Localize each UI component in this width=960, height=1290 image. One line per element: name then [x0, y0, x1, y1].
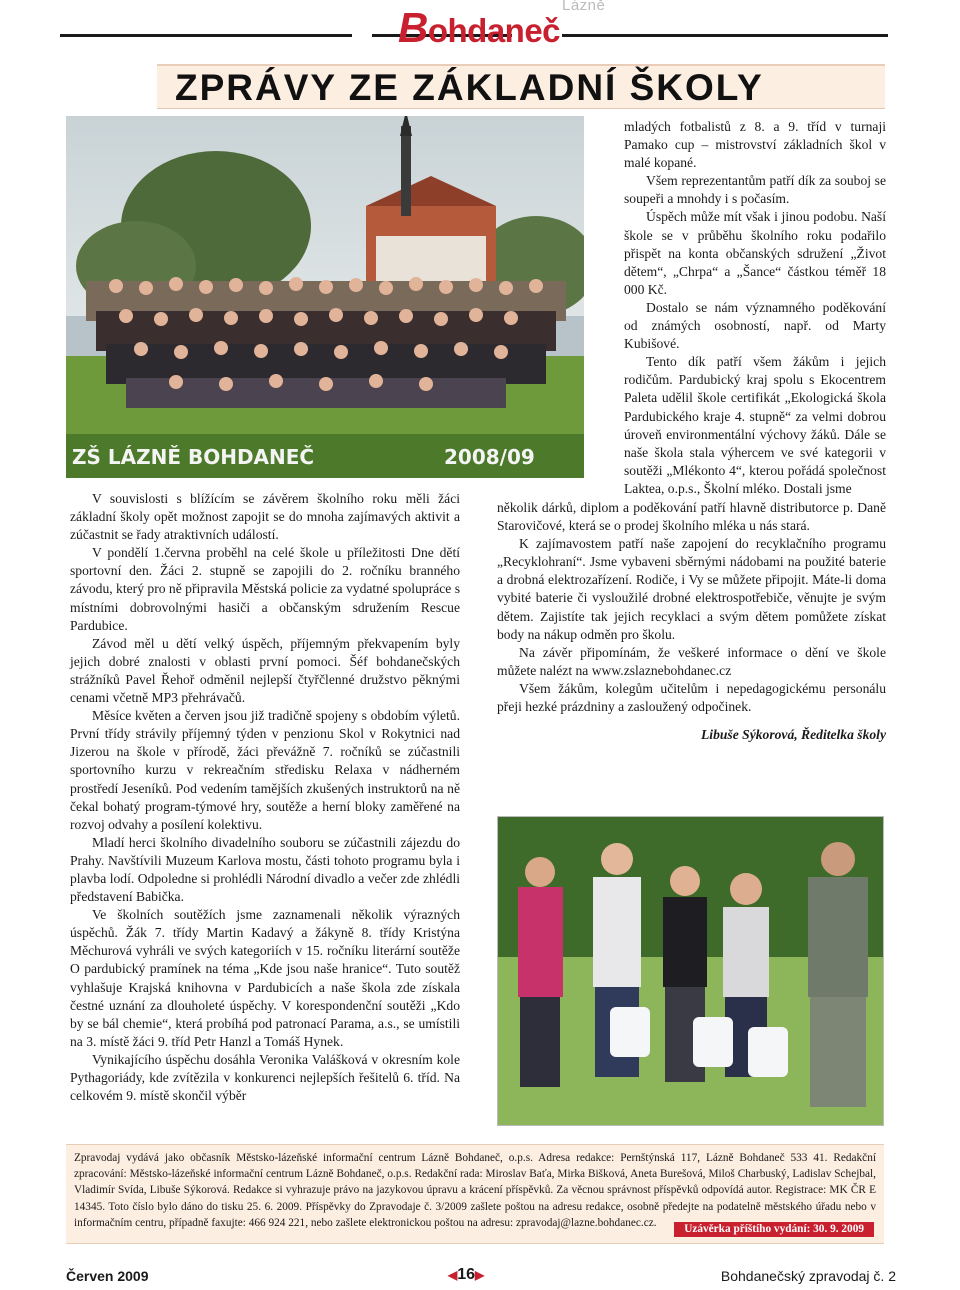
deadline-badge: Uzávěrka příštího vydání: 30. 9. 2009 — [674, 1222, 874, 1237]
footer-date: Červen 2009 — [66, 1268, 149, 1284]
title-bar — [157, 64, 885, 108]
arrow-right-icon: ▶ — [475, 1268, 485, 1282]
page-number-value: 16 — [457, 1266, 476, 1283]
article-left-column — [70, 490, 460, 1105]
page-footer — [66, 1268, 896, 1286]
article-paragraph: Měsíce květen a červen jsou již tradičně spojeny s obdobím výletů. První třídy strávily příjemný týden v penzionu Skol v Rokytnici nad Jizerou na škole v přírodě, žáci převážně 7. ročníků se zúčastnili sportovního kurzu v rekreačním středisku Relaxa v nádherném prostředí Jeseníků. Pod vedením tamějších zkušených instruktorů na ně čekal bohatý program-týmové hry, soutěže a herní bloky zaměřené na rozvoj odvahy a posílení kolektivu. — [70, 708, 460, 832]
class-photo-art — [66, 116, 584, 478]
article-right-bottom-column — [497, 499, 886, 744]
article-paragraph: Závod měl u dětí velký úspěch, příjemným překvapením byly jejich dobré znalosti v oblasti první pomoci. Šéf bohdanečských strážníků Pavel Řehoř odměnil nejlepší čtyřčlenné družstvo pěknými cenami včetně MP3 přehrávačů. — [70, 635, 460, 706]
students-photo-art — [498, 817, 884, 1126]
arrow-left-icon: ◀ — [448, 1268, 458, 1282]
photo-caption-left: ZŠ LÁZNĚ BOHDANEČ — [72, 445, 315, 469]
header-rule-left — [60, 34, 352, 37]
article-paragraph: mladých fotbalistů z 8. a 9. tříd v turnaji Pamako cup – mistrovství základních škol v malé kopané. — [624, 119, 886, 171]
page-title: ZPRÁVY ZE ZÁKLADNÍ ŠKOLY — [175, 67, 764, 108]
article-paragraph: K zajímavostem patří naše zapojení do recyklačního programu „Recyklohraní“. Jsme vybaveni sběrnými nádobami na použité baterie a drobná elektrozařízení. Rodiče, i Vy se můžete připojit. Máte-li doma vybité baterie či vysloužilé drobné elektrospotřebiče, věnujte je svým dětem. Zajistíte tak jejich recyklaci a svým dětem pomůžete získat body na nákup odměn pro školu. — [497, 536, 886, 642]
article-paragraph: V souvislosti s blížícím se závěrem školního roku měli žáci základní školy opět možnost zapojit se do mnoha zajímavých aktivit a zúčastnit se řady atraktivních událostí. — [70, 491, 460, 543]
article-paragraph: Úspěch může mít však i jinou podobu. Naší škole se v průběhu školního roku podařilo přispět na konta občanských sdružení „Život dětem“, „Chrpa“ a „Šance“ částkou téměř 18 000 Kč. — [624, 209, 886, 297]
header-rule-right — [562, 34, 888, 37]
article-paragraph: Dostalo se nám významného poděkování od známých osobností, např. od Marty Kubišové. — [624, 299, 886, 352]
students-photo — [497, 816, 884, 1126]
signature: Libuše Sýkorová, Ředitelka školy — [700, 727, 886, 743]
article-paragraph: Ve školních soutěžích jsme zaznamenali několik výrazných úspěchů. Žák 7. třídy Martin Kadavý a žákyně 8. třídy Kristýna Měchurová vyhráli ve svých kategoriích v 15. ročníku literární soutěže O pardubický pramínek na téma „Kde jsou naše hranice“. Tuto soutěž vyhlašuje Krajská knihovna v Pardubicích a naše škola zde získala čestné uznání za dlouholeté úspěchy. V korespondenční soutěži „Kdo by se bál chemie“, která probíhá pod patronací Parama, a.s., se umístili na 3. místě žáci 9. tříd Petr Hanzl a Tomáš Hynek. — [70, 907, 460, 1049]
article-paragraph: několik dárků, diplom a poděkování patří hlavně distributorce p. Daně Starovičové, která se o prodej školního mléka u nás stará. — [497, 500, 886, 534]
article-paragraph: V pondělí 1.června proběhl na celé škole u příležitosti Dne dětí sportovní den. Žáci 2. stupně se zapojili do 2. ročníku branného závodu, který pro ně připravila Městská policie za vydatné spolupráce s místními dobrovolnými hasiči a občanským sdružením Rescue Pardubice. — [70, 545, 460, 633]
logo-lazne: Lázně — [562, 0, 606, 14]
article-paragraph: Všem reprezentantům patří dík za souboj se soupeři a mnohdy i s počasím. — [624, 173, 886, 207]
title-underline — [157, 108, 885, 109]
article-paragraph: Vynikajícího úspěchu dosáhla Veronika Valášková v okresním kole Pythagoriády, kde zvítězila v konkurenci nejlepších řešitelů 6. tříd. Na celkovém 9. místě skončil výběr — [70, 1051, 460, 1104]
footer-publication: Bohdanečský zpravodaj č. 2 — [720, 1268, 896, 1284]
logo-rest: ohdaneč — [427, 12, 561, 49]
article-paragraph: Mladí herci školního divadelního souboru se zúčastnili zájezdu do Prahy. Navštívili Muzeum Karlova mostu, části tohoto programu byla i plavba lodí. Odpoledne si prohlédli Národní divadlo a večer zde zhlédli představení Babička. — [70, 834, 460, 905]
article-paragraph: Tento dík patří všem žákům i jejich rodičům. Pardubický kraj spolu s Ekocentrem Paleta udělil škole certifikát „Ekologická škola Pardubického kraje 4. stupně“ za velmi dobrou úroveň environmentální výchovy žáků. Dále se naše škola stala výhercem ve své kategorii v soutěži „Mlékonto 4“, kterou pořádá společnost Laktea, o.p.s., Školní mléko. Dostali jsme — [624, 354, 886, 496]
imprint-box — [66, 1144, 884, 1244]
page-number — [448, 1266, 484, 1284]
article-right-top-column — [624, 118, 886, 498]
photo-caption-right: 2008/09 — [444, 445, 535, 469]
logo-bohdanec — [398, 4, 560, 52]
class-photo — [66, 116, 584, 478]
article-paragraph: Všem žákům, kolegům učitelům i nepedagogickému personálu přeji hezké prázdniny a zasloužený odpočinek. — [497, 680, 886, 715]
logo-initial: B — [398, 4, 428, 51]
imprint-text: Zpravodaj vydává jako občasník Městsko-lázeňské informační centrum Lázně Bohdaneč, o.p.s. Adresa redakce: Pernštýnská 117, Lázně Bohdaneč 533 41. Redakční zpracování: Městsko-lázeňské informační centrum Lázně Bohdaneč, o.p.s. Redakční rada: Miroslav Baťa, Mirka Bišková, Aneta Burešová, Miloš Charbuský, Ladislav Schejbal, Vladimír Svída, Libuše Sýkorová. Redakce si vyhrazuje právo na jazykovou úpravu a krácení příspěvků. Za věcnou správnost příspěvků odpovídá autor. Registrace: MK ČR E 14345. Toto číslo bylo dáno do tisku 25. 6. 2009. Příspěvky do Zpravodaje č. 3/2009 zašlete poštou na adresu redakce, osobně předejte na podatelně městského úřadu nebo v informačním centru, případně faxujte: 466 924 221, nebo zašlete elektronickou poštou na adresu: zpravodaj@lazne.bohdanec.cz. — [74, 1152, 876, 1229]
article-paragraph: Na závěr připomínám, že veškeré informace o dění ve škole můžete nalézt na www.zslaznebohdanec.cz — [497, 644, 886, 678]
